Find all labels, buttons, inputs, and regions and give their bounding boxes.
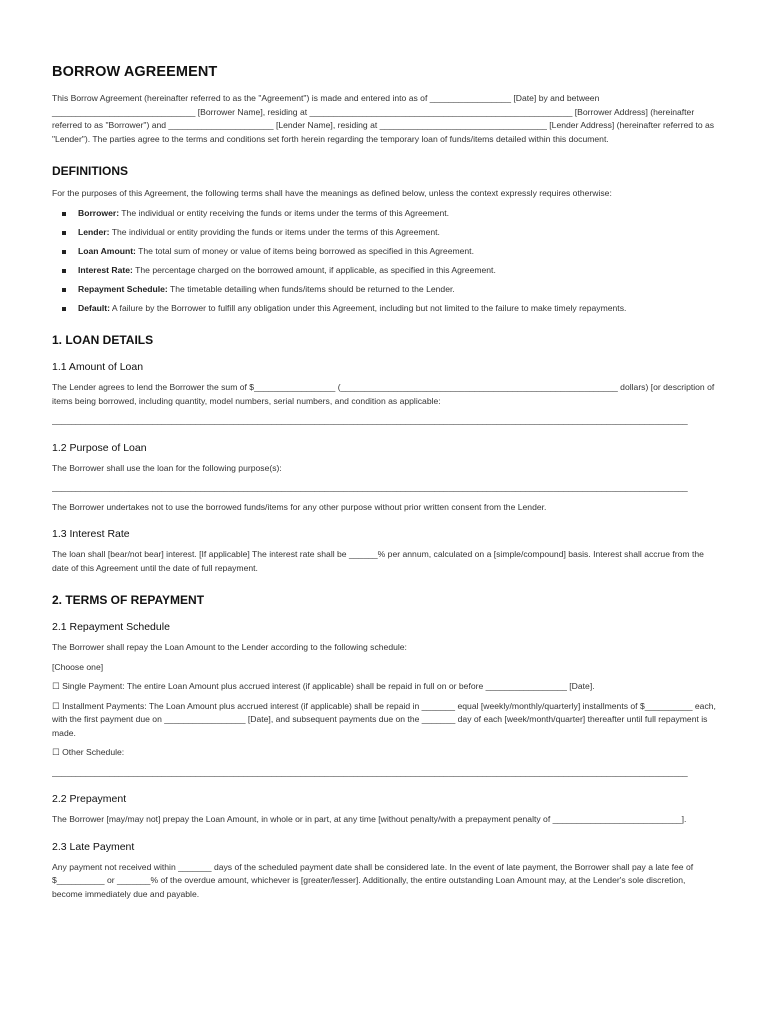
interest-rate-heading: 1.3 Interest Rate (52, 528, 130, 540)
definition-text: The total sum of money or value of items being borrowed as specified in this Agreement. (135, 245, 474, 256)
definition-text: The timetable detailing when funds/items should be returned to the Lender. (167, 283, 455, 294)
late-payment-text: Any payment not received within _______ days of the scheduled payment date shall be considered late. In the event of late payment, the Borrower shall pay a late fee of $__________ or _______% of the overdue amount, whichever is [greater/lesser]. Additionally, the entire outstanding Loan Amount may, at the Lender's sole discretion, become immediately due and payable. (52, 861, 694, 899)
choose-one-label: [Choose one] (52, 661, 104, 672)
definition-item (62, 264, 718, 278)
prepayment-text: The Borrower [may/may not] prepay the Loan Amount, in whole or in part, at any time [without penalty/with a prepayment penalty of ___________________________]. (52, 814, 687, 824)
definition-item (62, 226, 718, 240)
definitions-intro: For the purposes of this Agreement, the following terms shall have the meanings as defined below, unless the context expressly requires otherwise: (52, 188, 612, 198)
intro-paragraph: This Borrow Agreement (hereinafter referred to as the "Agreement") is made and entered into as of _________________ [Date] by and between ______________________________ [Borrower Name], residing at _______________________________________________________ [Borrower Address] (hereinafter referred to as "Borrower") and ______________________ [Lender Name], residing at ___________________________________ [Lender Address] (hereinafter referred to as "Lender"). The parties agree to the terms and conditions set forth herein regarding the temporary loan of funds/items detailed within this document. (52, 93, 715, 144)
single-payment-option[interactable]: ☐ Single Payment: The entire Loan Amount plus accrued interest (if applicable) shall be repaid in full on or before _________________ [Date]. (52, 681, 595, 691)
prepayment-heading: 2.2 Prepayment (52, 793, 127, 805)
amount-of-loan-heading: 1.1 Amount of Loan (52, 361, 144, 373)
definition-item (62, 302, 718, 316)
amount-blank-line: _____________________________________________________________________________________________________________________________________ (52, 415, 688, 425)
document-title: BORROW AGREEMENT (52, 64, 218, 80)
definition-term: Loan Amount: (78, 245, 136, 256)
interest-rate-text: The loan shall [bear/not bear] interest. [If applicable] The interest rate shall be ______% per annum, calculated on a [simple/compound] basis. Interest shall accrue from the date of this Agreement until the date of full repayment. (52, 549, 704, 573)
definition-term: Repayment Schedule: (78, 283, 168, 294)
repayment-schedule-text: The Borrower shall repay the Loan Amount to the Lender according to the following schedule: (52, 642, 407, 652)
definition-term: Lender: (78, 226, 110, 237)
definition-term: Borrower: (78, 207, 120, 218)
definition-text: A failure by the Borrower to fulfill any obligation under this Agreement, including but not limited to the failure to make timely repayments. (110, 302, 627, 313)
purpose-of-loan-heading: 1.2 Purpose of Loan (52, 441, 147, 454)
purpose-blank-line: _____________________________________________________________________________________________________________________________________ (52, 482, 688, 492)
other-schedule-blank-line: _____________________________________________________________________________________________________________________________________ (52, 766, 688, 777)
late-payment-heading: 2.3 Late Payment (52, 840, 135, 853)
definition-item (62, 207, 718, 221)
definitions-heading: DEFINITIONS (52, 164, 129, 178)
purpose-of-loan-text: The Borrower shall use the loan for the following purpose(s): (52, 462, 282, 473)
definition-text: The individual or entity receiving the funds or items under the terms of this Agreement. (119, 207, 449, 218)
amount-of-loan-text: The Lender agrees to lend the Borrower the sum of $_________________ (__________________________________________________________ dollars) [or description of items being borrowed, including quantity, model numbers, serial numbers, and condition as applicable: (52, 382, 715, 406)
definition-item (62, 283, 718, 297)
definition-term: Default: (78, 302, 110, 313)
loan-details-heading: 1. LOAN DETAILS (52, 333, 154, 347)
definition-text: The individual or entity providing the funds or items under the terms of this Agreement. (109, 226, 440, 237)
definition-item (62, 245, 718, 259)
installment-payment-option[interactable]: ☐ Installment Payments: The Loan Amount plus accrued interest (if applicable) shall be repaid in _______ equal [weekly/monthly/quarterly] installments of $__________ each, with the first payment due on _________________ [Date], and subsequent payments due on the _______ day of each [week/month/quarter] thereafter until full repayment is made. (52, 700, 716, 738)
definitions-list (52, 207, 718, 316)
definition-term: Interest Rate: (78, 264, 133, 275)
repayment-schedule-heading: 2.1 Repayment Schedule (52, 621, 170, 633)
definition-text: The percentage charged on the borrowed amount, if applicable, as specified in this Agreement. (132, 264, 496, 275)
repayment-heading: 2. TERMS OF REPAYMENT (52, 593, 205, 607)
other-schedule-option[interactable]: ☐ Other Schedule: (52, 747, 125, 757)
purpose-undertaking-text: The Borrower undertakes not to use the borrowed funds/items for any other purpose without prior written consent from the Lender. (52, 501, 547, 512)
